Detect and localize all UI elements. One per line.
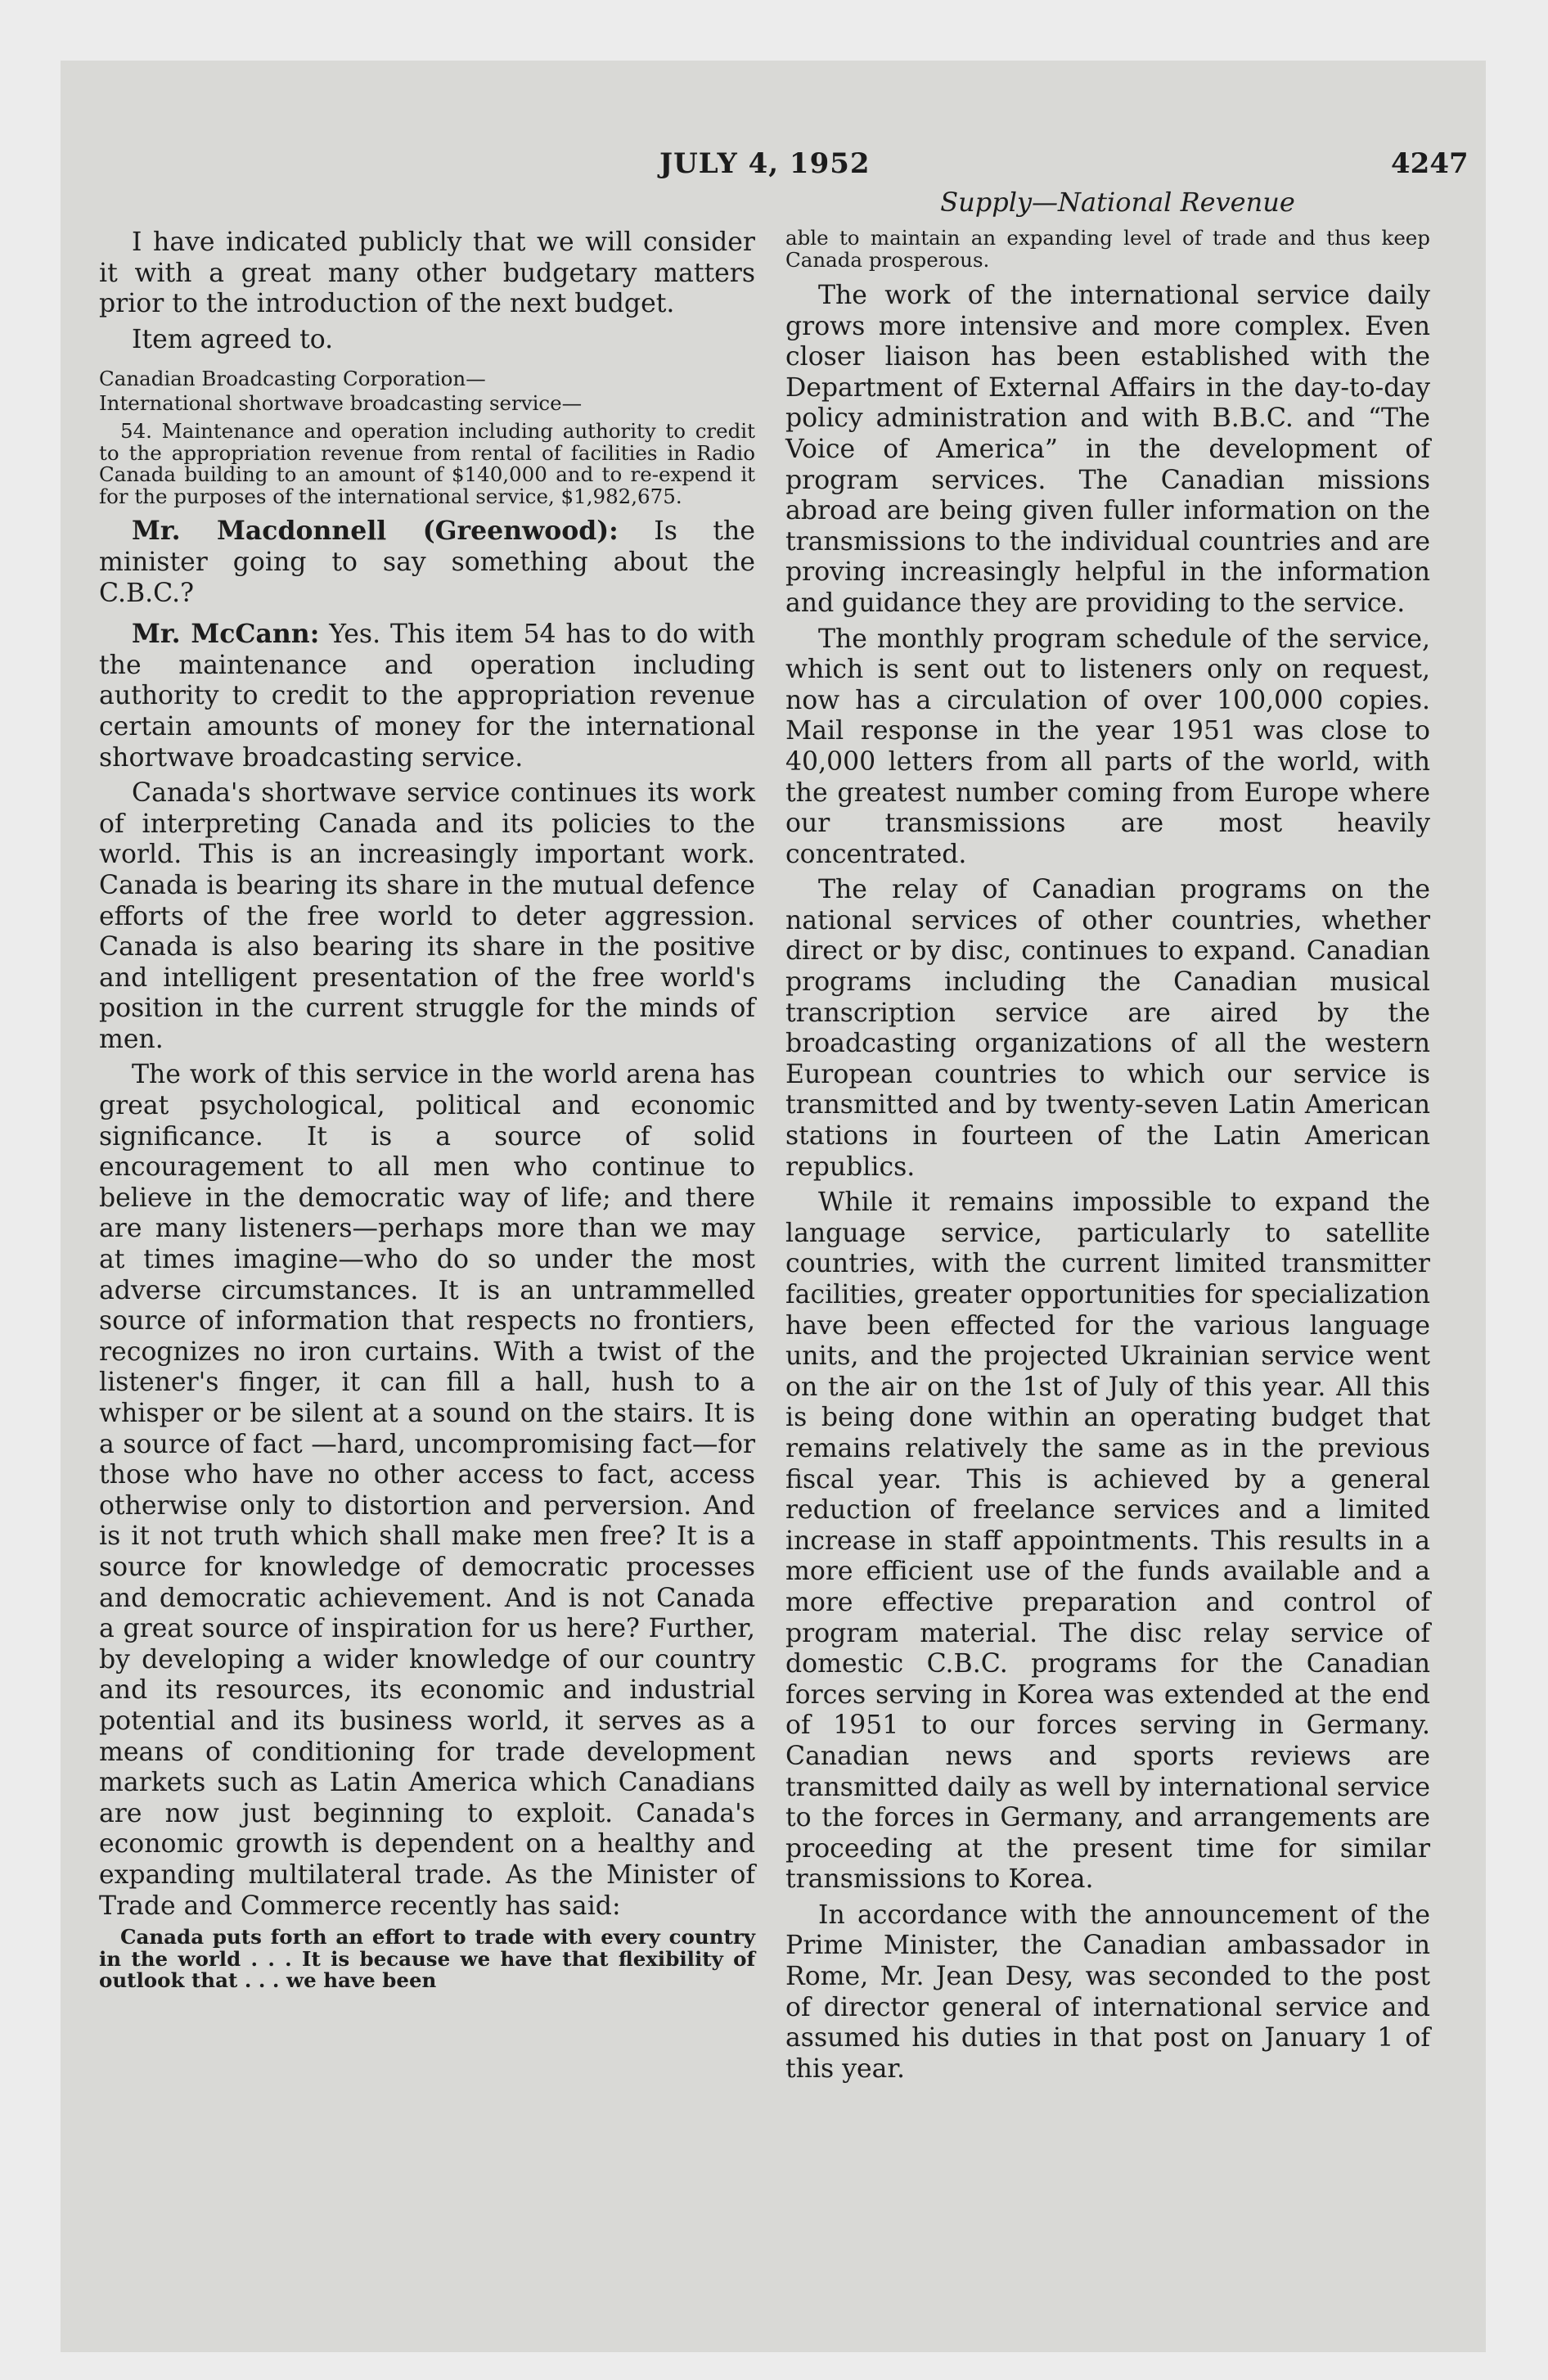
paragraph: In accordance with the announcement of the Prime Minister, the Canadian ambassador in Rome, Mr. Jean Desy, was seconded to the post of director general of international service and assumed his duties in that post on January 1 of this year. (785, 1900, 1430, 2084)
speaker-name: Mr. McCann: (132, 619, 320, 650)
vote-heading: Canadian Broadcasting Corporation— (99, 367, 486, 391)
vote-subheading: International shortwave broadcasting service— (99, 391, 583, 416)
paragraph: While it remains impossible to expand the language service, particularly to satellite countries, with the current limited transmitter facilities, greater opportunities for specialization have been effected for the various language units, and the projected Ukrainian service went on the air on the 1st of July of this year. All this is being done within an operating budget that remains relatively the same as in the previous fiscal year. This is achieved by a general reduction of freelance services and a limited increase in staff appointments. This results in a more efficient use of the funds available and a more effective preparation and control of program material. The disc relay service of domestic C.B.C. programs for the Canadian forces serving in Korea was extended at the end of 1951 to our forces serving in Germany. Canadian news and sports reviews are transmitted daily as well by international service to the forces in Germany, and arrangements are proceeding at the present time for similar transmissions to Korea. (785, 1188, 1430, 1895)
right-column (785, 228, 1430, 2089)
block-quote-continued: able to maintain an expanding level of trade and thus keep Canada prosperous. (785, 226, 1430, 272)
item-agreed: Item agreed to. (132, 324, 334, 354)
speech-text: Is the minister going to say something about the C.B.C.? (99, 516, 755, 608)
block-quote: Canada puts forth an effort to trade with every country in the world . . . It is because we have that flexibility of outlook that . . . we have been (99, 1925, 755, 1993)
speech-text: Yes. This item 54 has to do with the maintenance and operation including authority to credit to the appropriation revenue certain amounts of money for the international shortwave broadcasting service. (99, 620, 756, 773)
speaker-name: Mr. Macdonnell (Greenwood): (132, 516, 619, 547)
paragraph: The work of the international service daily grows more intensive and more complex. Even closer liaison has been established with the Department of External Affairs in the day-to-day policy administration and with B.B.C. and “The Voice of America” in the development of program services. The Canadian missions abroad are being given fuller information on the transmissions to the individual countries and are proving increasingly helpful in the information and guidance they are providing to the service. (785, 281, 1430, 618)
page-number: 4247 (1391, 147, 1469, 180)
paragraph: The monthly program schedule of the service, which is sent out to listeners only on request, now has a circulation of over 100,000 copies. Mail response in the year 1951 was close to 40,000 letters from all parts of the world, with the greatest number coming from Europe where our transmissions are most heavily concentrated. (785, 624, 1430, 869)
paragraph: The work of this service in the world arena has great psychological, political and economic significance. It is a source of solid encouragement to all men who continue to believe in the democratic way of life; and there are many listeners—perhaps more than we may at times imagine—who do so under the most adverse circumstances. It is an untrammelled source of information that respects no frontiers, recognizes no iron curtains. With a twist of the listener's finger, it can fill a hall, hush to a whisper or be silent at a sound on the stairs. It is a source of fact —hard, uncompromising fact—for those who have no other access to fact, access otherwise only to distortion and perversion. And is it not truth which shall make men free? It is a source for knowledge of democratic processes and democratic achievement. And is not Canada a great source of inspiration for us here? Further, by developing a wider knowledge of our country and its resources, its economic and industrial potential and its business world, it serves as a means of conditioning for trade development markets such as Latin America which Canadians are now just beginning to exploit. Canada's economic growth is dependent on a healthy and expanding multilateral trade. As the Minister of Trade and Commerce recently has said: (99, 1060, 755, 1921)
speech-macdonnell (99, 516, 755, 609)
left-column (99, 228, 755, 1997)
paragraph: I have indicated publicly that we will consider it with a great many other budgetary matters prior to the introduction of the next budget. (99, 228, 755, 319)
page-date: JULY 4, 1952 (659, 147, 871, 180)
paragraph: The relay of Canadian programs on the national services of other countries, whether direct or by disc, continues to expand. Canadian programs including the Canadian musical transcription service are aired by the broadcasting organizations of all the western European countries to which our service is transmitted and by twenty-seven Latin American stations in fourteen of the Latin American republics. (785, 875, 1430, 1182)
speech-mccann (99, 619, 755, 773)
paragraph: Canada's shortwave service continues its work of interpreting Canada and its policies to the world. This is an increasingly important work. Canada is bearing its share in the mutual defence efforts of the free world to deter aggression. Canada is also bearing its share in the positive and intelligent presentation of the free world's position in the current struggle for the minds of men. (99, 778, 755, 1054)
running-head: Supply—National Revenue (940, 187, 1295, 218)
vote-item-text: 54. Maintenance and operation including authority to credit to the appropriation revenue from rental of facilities in Radio Canada building to an amount of $140,000 and to re-expend it for the purposes of the international service, $1,982,675. (99, 419, 755, 508)
